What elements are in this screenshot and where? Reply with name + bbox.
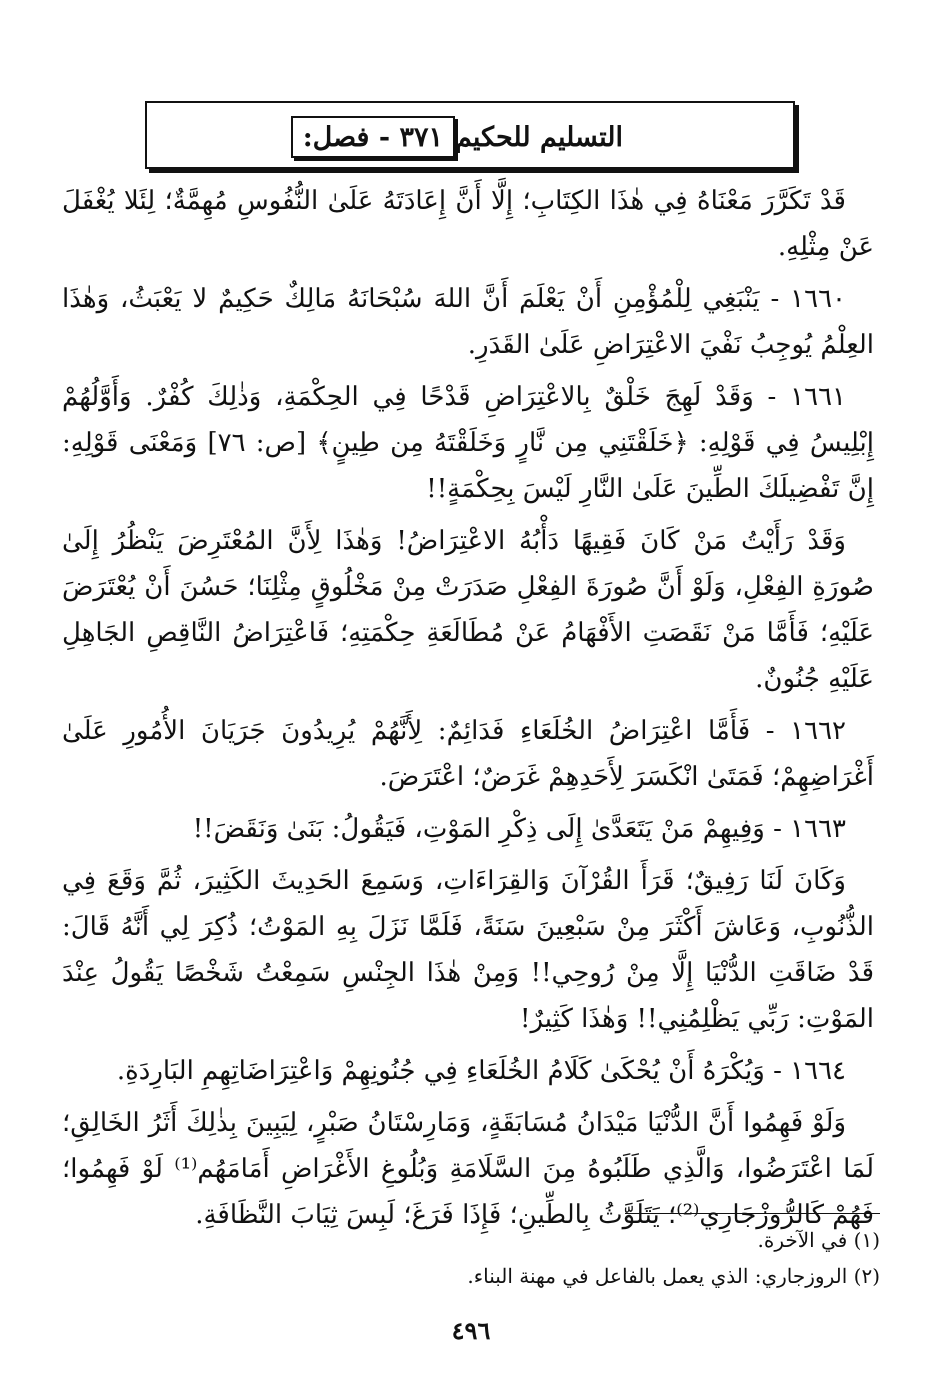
paragraph: وَلَوْ فَهِمُوا أَنَّ الدُّنْيَا مَيْدَانُ مُسَابَقَةٍ، وَمَارِسْتَانُ صَبْرٍ، لِيَبِينَ بِذٰلِكَ أَثَرُ الخَالِقِ؛ لَمَا اعْتَرَضُوا، وَالَّذِي طَلَبُوهُ مِنَ السَّلَامَةِ وَبُلُوغِ الأَغْرَاضِ أَمَامَهُم⁽¹⁾ لَوْ فَهِمُوا؛ فَهُمْ كَالرُّوزْجَارِي⁽²⁾؛ يَتَلَوَّثُ بِالطِّينِ؛ فَإِذَا فَرَغَ؛ لَبِسَ ثِيَابَ النَّظَافَةِ. <box>62 1108 874 1230</box>
main-text <box>62 178 874 1244</box>
paragraph: ١٦٦٢ - فَأَمَّا اعْتِرَاضُ الخُلَعَاءِ فَدَائِمٌ: لِأَنَّهُمْ يُرِيدُونَ جَرَيَانَ الأُمُورِ عَلَىٰ أَغْرَاضِهِمْ؛ فَمَتَىٰ انْكَسَرَ لِأَحَدِهِمْ غَرَضٌ؛ اعْتَرَضَ. <box>62 716 874 792</box>
chapter-header <box>279 117 623 157</box>
paragraph: وَكَانَ لَنَا رَفِيقٌ؛ قَرَأَ القُرْآنَ وَالقِرَاءَاتِ، وَسَمِعَ الحَدِيثَ الكَثِيرَ، ثُمَّ وَقَعَ فِي الذُّنُوبِ، وَعَاشَ أَكْثَرَ مِنْ سَبْعِينَ سَنَةً، فَلَمَّا نَزَلَ بِهِ المَوْتُ؛ ذُكِرَ لِي أَنَّهُ قَالَ: قَدْ ضَاقَتِ الدُّنْيَا إِلَّا مِنْ رُوحِي!! وَمِنْ هٰذَا الجِنْسِ سَمِعْتُ شَخْصًا يَقُولُ عِنْدَ المَوْتِ: رَبِّي يَظْلِمُنِي!! وَهٰذَا كَثِيرٌ! <box>62 866 874 1034</box>
page-number: ٤٩٦ <box>451 1316 491 1345</box>
footnotes <box>68 1222 880 1294</box>
chapter-number: ٣٧١ - فصل: <box>302 121 443 153</box>
paragraph: قَدْ تَكَرَّرَ مَعْنَاهُ فِي هٰذَا الكِتَابِ؛ إِلَّا أَنَّ إِعَادَتَهُ عَلَىٰ النُّفُوسِ مُهِمَّةٌ؛ لِئَلا يُغْفَلَ عَنْ مِثْلِهِ. <box>62 186 874 262</box>
paragraph: ١٦٦٤ - وَيُكْرَهُ أَنْ يُحْكَىٰ كَلَامُ الخُلَعَاءِ فِي جُنُونِهِمْ وَاعْتِرَاضَاتِهِمِ البَارِدَةِ. <box>116 1056 846 1086</box>
paragraph: ١٦٦٣ - وَفِيهِمْ مَنْ يَتَعَدَّىٰ إِلَى ذِكْرِ المَوْتِ، فَيَقُولُ: بَنَىٰ وَنَقَضَ!! <box>192 814 846 844</box>
chapter-number-box <box>291 116 455 158</box>
paragraph: ١٦٦٠ - يَنْبَغِي لِلْمُؤْمِنِ أَنْ يَعْلَمَ أَنَّ اللهَ سُبْحَانَهُ مَالِكٌ حَكِيمٌ لا يَعْبَثُ، وَهٰذَا العِلْمُ يُوجِبُ نَفْيَ الاعْتِرَاضِ عَلَىٰ القَدَرِ. <box>62 284 874 360</box>
paragraph: وَقَدْ رَأَيْتُ مَنْ كَانَ فَقِيهًا دَأْبُهُ الاعْتِرَاضُ! وَهٰذَا لِأَنَّ المُعْتَرِضَ يَنْظُرُ إِلَىٰ صُورَةِ الفِعْلِ، وَلَوْ أَنَّ صُورَةَ الفِعْلِ صَدَرَتْ مِنْ مَخْلُوقٍ مِثْلِنَا؛ حَسُنَ أَنْ يُعْتَرَضَ عَلَيْهِ؛ فَأَمَّا مَنْ نَقَصَتِ الأَفْهَامُ عَنْ مُطَالَعَةِ حِكْمَتِهِ؛ فَاعْتِرَاضُ النَّاقِصِ الجَاهِلِ عَلَيْهِ جُنُونٌ. <box>62 526 874 694</box>
footnote-2: (٢) الروزجاري: الذي يعمل بالفاعل في مهنة البناء. <box>467 1264 880 1288</box>
chapter-title: التسليم للحكيم <box>454 121 623 153</box>
footnote-divider <box>625 1213 880 1214</box>
paragraph: ١٦٦١ - وَقَدْ لَهِجَ خَلْقٌ بِالاعْتِرَاضِ قَدْحًا فِي الحِكْمَةِ، وَذٰلِكَ كُفْرٌ. وَأَوَّلُهُمْ إِبْلِيسُ فِي قَوْلِهِ: ﴿خَلَقْتَنِي مِن نَّارٍ وَخَلَقْتَهُ مِن طِينٍ﴾ [ص: ٧٦] وَمَعْنَى قَوْلِهِ: إِنَّ تَفْضِيلَكَ الطِّينَ عَلَىٰ النَّارِ لَيْسَ بِحِكْمَةٍ!! <box>62 382 874 504</box>
chapter-header-frame <box>145 101 795 169</box>
footnote-1: (١) في الآخرة. <box>757 1228 880 1252</box>
